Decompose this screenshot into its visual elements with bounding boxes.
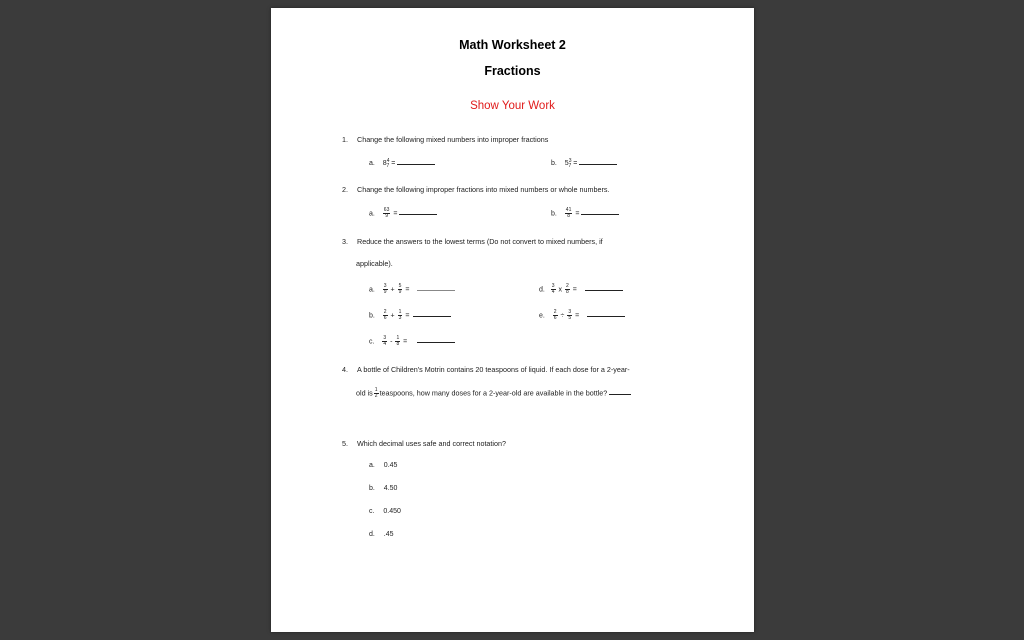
numerator: 1 <box>398 309 402 315</box>
answer-blank[interactable] <box>585 290 623 291</box>
q3-item-b <box>369 310 451 321</box>
q5-option-d[interactable] <box>369 531 394 538</box>
option-value: 0.45 <box>383 462 398 469</box>
fraction <box>398 310 403 321</box>
q5-option-a[interactable] <box>369 462 397 469</box>
fraction <box>383 310 388 321</box>
equals-sign: = <box>573 160 578 167</box>
fraction <box>398 284 403 295</box>
q3-item-d <box>539 284 623 295</box>
answer-blank[interactable] <box>413 316 451 317</box>
question-text: old is <box>356 388 373 398</box>
answer-blank[interactable] <box>609 394 631 395</box>
question-3-continued: applicable). <box>356 259 393 268</box>
equals-sign: = <box>405 286 410 294</box>
operator: + <box>390 312 395 320</box>
question-3 <box>342 237 603 246</box>
question-4 <box>342 365 630 374</box>
operator: ÷ <box>560 312 565 320</box>
q5-option-c[interactable] <box>369 508 401 515</box>
denominator: 6 <box>553 315 557 321</box>
option-label: b. <box>369 485 375 492</box>
item-label: b. <box>551 160 557 167</box>
option-label: d. <box>369 531 375 538</box>
q1-item-b <box>551 160 617 167</box>
item-label: b. <box>369 312 375 320</box>
numerator: 3 <box>383 283 387 289</box>
question-text: teaspoons, how many doses for a 2-year-old are available in the bottle? <box>379 388 608 398</box>
question-text: A bottle of Children's Motrin contains 20 teaspoons of liquid. If each dose for a 2-year- <box>357 365 630 374</box>
fraction <box>383 208 391 219</box>
answer-blank[interactable] <box>587 316 625 317</box>
question-number: 4. <box>342 365 348 374</box>
denominator: 7 <box>386 163 390 169</box>
fraction <box>565 284 570 295</box>
denominator: 8 <box>567 213 570 219</box>
fraction <box>565 208 573 219</box>
page-title: Math Worksheet 2 <box>459 38 566 52</box>
question-1 <box>342 135 548 144</box>
denominator: 2 <box>374 393 378 399</box>
item-label: b. <box>551 210 557 218</box>
q3-item-e <box>539 310 625 321</box>
numerator: 3 <box>383 335 387 341</box>
denominator: 8 <box>396 341 400 347</box>
instruction-text: Show Your Work <box>470 100 555 112</box>
answer-blank[interactable] <box>579 164 617 165</box>
denominator: 9 <box>398 289 402 295</box>
fraction <box>395 336 400 347</box>
numerator: 3 <box>568 309 572 315</box>
denominator: 6 <box>383 315 387 321</box>
option-value: .45 <box>383 531 394 538</box>
equals-sign: = <box>405 312 410 320</box>
fraction <box>374 388 379 399</box>
question-4-continued <box>356 388 631 399</box>
operator: x <box>558 286 563 294</box>
numerator: 1 <box>396 335 400 341</box>
item-label: a. <box>369 210 375 218</box>
item-label: a. <box>369 160 375 167</box>
answer-blank[interactable] <box>417 290 455 291</box>
item-label: e. <box>539 312 545 320</box>
numerator: 41 <box>565 207 572 213</box>
option-label: c. <box>369 508 375 515</box>
equals-sign: = <box>575 312 580 320</box>
q3-item-a <box>369 284 455 295</box>
denominator: 3 <box>398 315 402 321</box>
denominator: 7 <box>568 163 572 169</box>
fraction <box>383 284 388 295</box>
equals-sign: = <box>572 286 577 294</box>
q5-option-b[interactable] <box>369 485 397 492</box>
numerator: 1 <box>374 387 378 393</box>
numerator: 5 <box>398 283 402 289</box>
worksheet-page <box>271 8 754 632</box>
equals-sign: = <box>403 338 408 346</box>
question-text: Change the following mixed numbers into improper fractions <box>357 135 549 144</box>
answer-blank[interactable] <box>417 342 455 343</box>
fraction <box>553 310 558 321</box>
numerator: 2 <box>383 309 387 315</box>
item-label: a. <box>369 286 375 294</box>
option-label: a. <box>369 462 375 469</box>
item-label: d. <box>539 286 545 294</box>
operator: - <box>390 338 393 346</box>
question-5 <box>342 439 506 448</box>
denominator: 4 <box>551 289 555 295</box>
fraction <box>567 310 572 321</box>
question-number: 5. <box>342 439 348 448</box>
numerator: 3 <box>551 283 555 289</box>
whole-number: 8 <box>382 160 387 167</box>
operator: + <box>390 286 395 294</box>
numerator: 63 <box>383 207 390 213</box>
question-text: Reduce the answers to the lowest terms (Do not convert to mixed numbers, if <box>357 237 603 246</box>
item-label: c. <box>369 338 375 346</box>
denominator: 8 <box>565 289 569 295</box>
answer-blank[interactable] <box>581 214 619 215</box>
answer-blank[interactable] <box>397 164 435 165</box>
q2-item-a <box>369 208 437 219</box>
question-number: 1. <box>342 135 348 144</box>
question-2 <box>342 185 610 194</box>
denominator: 5 <box>568 315 572 321</box>
equals-sign: = <box>393 210 398 218</box>
answer-blank[interactable] <box>399 214 437 215</box>
equals-sign: = <box>575 210 580 218</box>
fraction <box>551 284 556 295</box>
q2-item-b <box>551 208 619 219</box>
equals-sign: = <box>391 160 396 167</box>
numerator: 3 <box>568 158 572 164</box>
question-number: 2. <box>342 185 348 194</box>
whole-number: 5 <box>564 160 569 167</box>
numerator: 2 <box>553 309 557 315</box>
option-value: 4.50 <box>383 485 398 492</box>
q1-item-a <box>369 160 435 167</box>
denominator: 9 <box>383 289 387 295</box>
fraction <box>382 336 387 347</box>
question-text: Change the following improper fractions into mixed numbers or whole numbers. <box>357 185 610 194</box>
question-text: Which decimal uses safe and correct notation? <box>357 439 507 448</box>
numerator: 2 <box>565 283 569 289</box>
denominator: 9 <box>385 213 388 219</box>
question-number: 3. <box>342 237 348 246</box>
page-subtitle: Fractions <box>484 64 541 78</box>
q3-item-c <box>369 336 455 347</box>
option-value: 0.450 <box>383 508 401 515</box>
denominator: 4 <box>383 341 387 347</box>
numerator: 4 <box>386 158 390 164</box>
